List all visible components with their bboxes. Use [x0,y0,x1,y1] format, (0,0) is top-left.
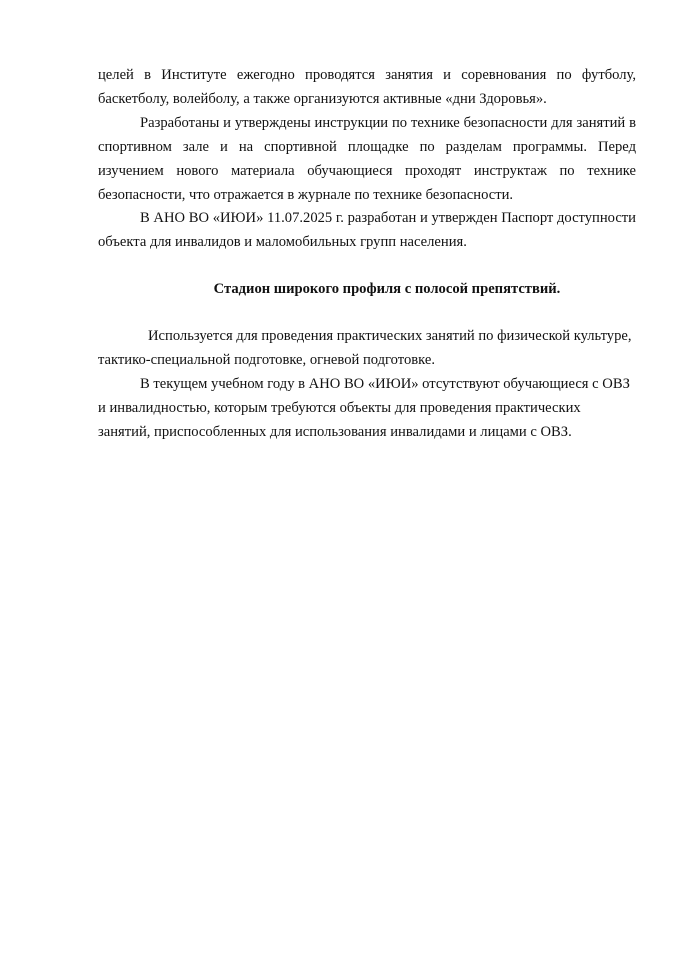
paragraph-stadium-usage: Используется для проведения практических занятий по физической культуре, тактико-специальной подготовке, огневой подготовке. [98,328,632,368]
section-heading-stadium: Стадион широкого профиля с полосой препятствий. [213,281,561,297]
paragraph-safety-instructions: Разработаны и утверждены инструкции по технике безопасности для занятий в спортивном зале и на спортивной площадке по разделам программы. Перед изучением нового материала обучающиеся проходят инструктаж по технике безопасности, что отражается в журнале по технике безопасности. [98,115,636,203]
paragraph-disability-students: В текущем учебном году в АНО ВО «ИЮИ» отсутствуют обучающиеся с ОВЗ и инвалидностью, которым требуются объекты для проведения практических занятий, приспособленных для использования инвалидами и лицами с ОВЗ. [98,376,630,440]
paragraph-accessibility-passport: В АНО ВО «ИЮИ» 11.07.2025 г. разработан и утвержден Паспорт доступности объекта для инвалидов и маломобильных групп населения. [98,210,636,250]
paragraph-sports-events: целей в Институте ежегодно проводятся занятия и соревнования по футболу, баскетболу, волейболу, а также организуются активные «дни Здоровья». [98,67,636,107]
